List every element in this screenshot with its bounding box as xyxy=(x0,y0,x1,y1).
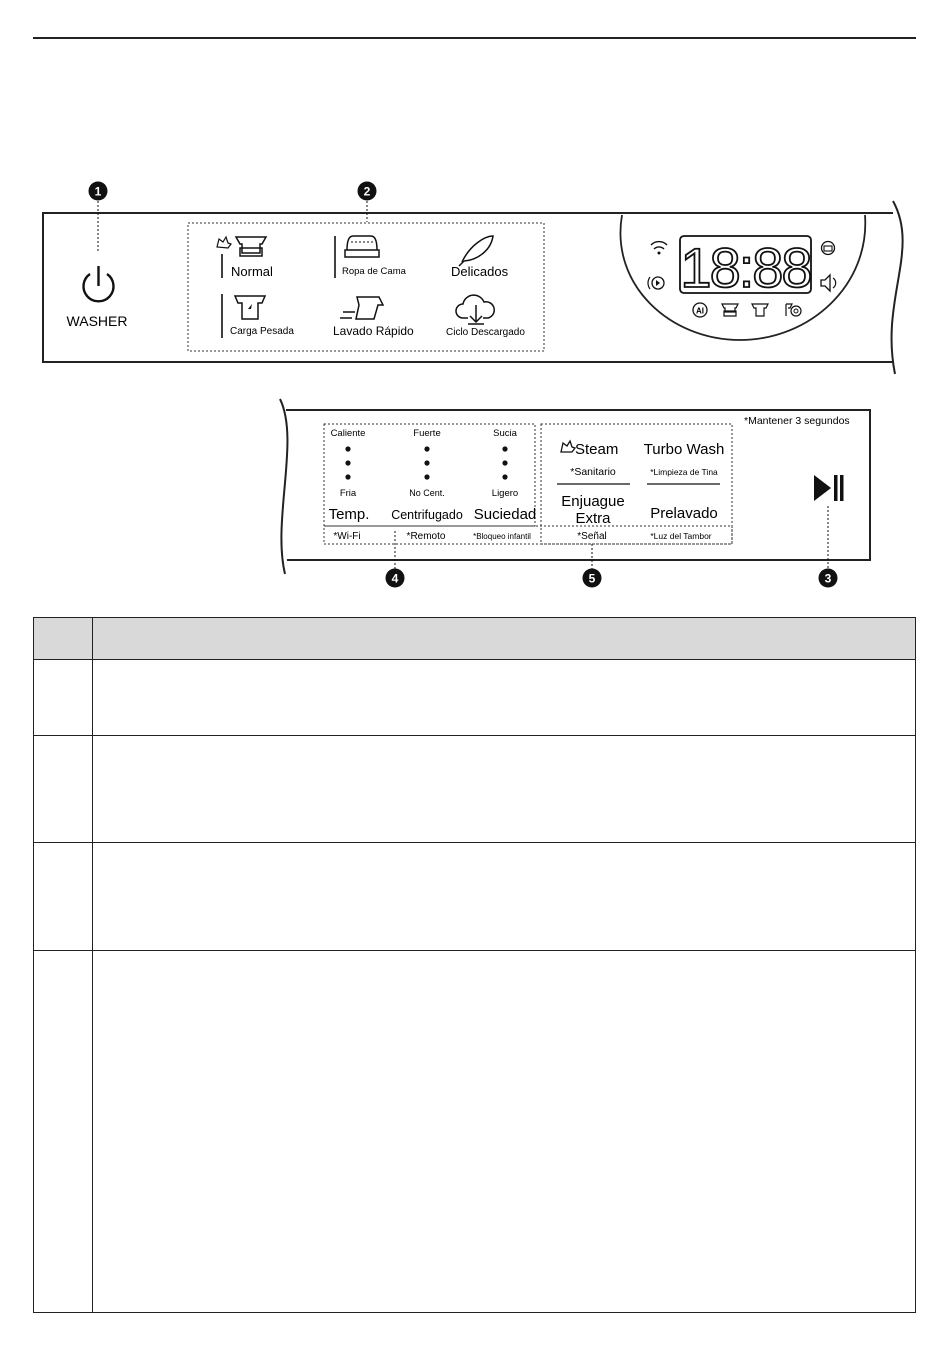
callout-3 xyxy=(819,506,838,588)
steam-label: Steam xyxy=(575,441,619,458)
table-row xyxy=(34,660,916,736)
soil-label: Suciedad xyxy=(473,506,537,523)
svg-text:4: 4 xyxy=(391,571,399,586)
extra-rinse-hold-label: *Señal xyxy=(577,531,607,542)
prewash-label: Prelavado xyxy=(650,505,718,522)
temp-label: Temp. xyxy=(328,506,370,523)
temp-top-level: Caliente xyxy=(330,428,366,439)
table-row-text xyxy=(93,951,916,1313)
start-pause-button[interactable] xyxy=(814,475,844,501)
table-row-num xyxy=(34,736,93,843)
spin-label: Centrifugado xyxy=(391,508,463,522)
description-table xyxy=(33,617,916,1313)
table-header-num xyxy=(34,618,93,660)
steam-hold-label: *Sanitario xyxy=(570,466,616,478)
soil-hold-label: *Bloqueo infantil xyxy=(473,532,531,541)
prewash-button[interactable] xyxy=(650,505,718,541)
program-ciclo-descargado-label: Ciclo Descargado xyxy=(446,327,525,338)
play-pause-icon xyxy=(814,475,844,501)
soil-top-level: Sucia xyxy=(493,428,517,439)
table-row-text xyxy=(93,660,916,736)
lower-panel-break-curve xyxy=(280,399,287,574)
hold-note: *Mantener 3 segundos xyxy=(744,415,850,427)
extra-rinse-label-1: Enjuague xyxy=(561,493,625,510)
svg-text:1: 1 xyxy=(94,184,102,199)
table-row-num xyxy=(34,843,93,951)
option-centrifugado[interactable] xyxy=(391,428,463,542)
prewash-hold-label: *Luz del Tambor xyxy=(650,531,712,541)
table-header-desc xyxy=(93,618,916,660)
svg-text:AI: AI xyxy=(696,306,704,316)
option-temp[interactable] xyxy=(329,428,370,542)
table-row xyxy=(34,736,916,843)
extra-rinse-button[interactable] xyxy=(561,493,624,542)
table-row-num xyxy=(34,660,93,736)
soil-bottom-level: Ligero xyxy=(491,488,519,499)
turbowash-hold-label: *Limpieza de Tina xyxy=(650,467,718,477)
lower-control-panel xyxy=(0,0,950,600)
svg-text:2: 2 xyxy=(363,184,371,199)
program-ropa-de-cama-label: Ropa de Cama xyxy=(342,266,406,277)
spin-bottom-level: No Cent. xyxy=(409,488,445,498)
svg-text:5: 5 xyxy=(588,571,596,586)
table-row xyxy=(34,951,916,1313)
program-delicados-label: Delicados xyxy=(451,264,509,279)
program-normal-label: Normal xyxy=(231,264,273,279)
table-row-text xyxy=(93,736,916,843)
steam-icon xyxy=(561,441,575,452)
callout-5 xyxy=(583,544,602,588)
power-label: WASHER xyxy=(66,313,128,329)
spin-hold-label: *Remoto xyxy=(406,531,446,542)
temp-bottom-level: Fria xyxy=(339,488,357,499)
table-row xyxy=(34,843,916,951)
steam-button[interactable] xyxy=(561,441,618,478)
lcd-digits: 18:88 xyxy=(680,236,811,299)
table-row-num xyxy=(34,951,93,1313)
program-carga-pesada-label: Carga Pesada xyxy=(230,326,294,337)
table-header-row xyxy=(34,618,916,660)
turbowash-label: Turbo Wash xyxy=(643,441,725,458)
option-suciedad[interactable] xyxy=(473,428,536,541)
turbowash-button[interactable] xyxy=(644,441,725,477)
spin-top-level: Fuerte xyxy=(413,428,441,439)
program-lavado-rapido-label: Lavado Rápido xyxy=(333,324,414,338)
table-row-text xyxy=(93,843,916,951)
extra-rinse-label-2: Extra xyxy=(575,510,611,527)
svg-text:3: 3 xyxy=(824,571,832,586)
temp-hold-label: *Wi-Fi xyxy=(333,531,361,542)
